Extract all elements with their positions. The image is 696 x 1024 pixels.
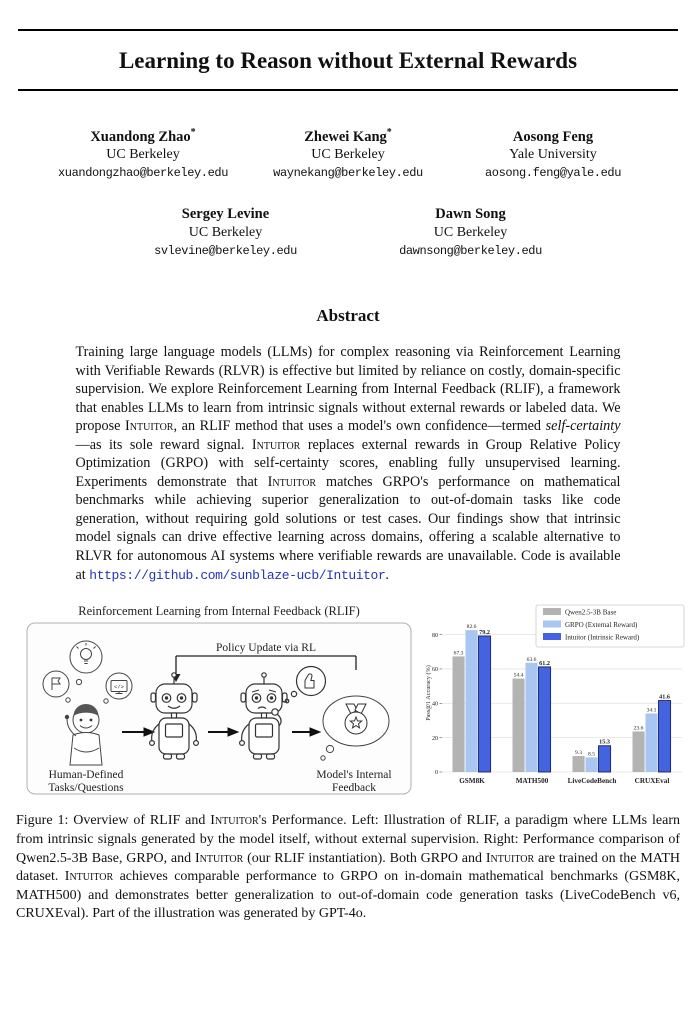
author-affiliation: UC Berkeley [188,225,263,241]
author-email: xuandongzhao@berkeley.edu [57,166,229,181]
legend-label: GRPO (External Reward) [565,621,638,630]
author-name [41,127,246,146]
text-segment: (our RLIF instantiation). Both GRPO and [243,850,486,866]
legend-swatch [543,608,561,615]
hand-on-chin [272,709,278,715]
legend-label: Qwen2.5-3B Base [565,608,617,617]
chart-bar [586,758,598,773]
bar-value-label: 8.5 [588,751,596,758]
author-name-text: Aosong Feng [512,128,594,145]
text-segment: achieves comparable performance to GRPO on in-domain mathematical benchmarks (GSM8K, MATH500) and demonstrates better generalization to out-of-domain code generation tasks (LiveCodeBench v6, CRUXEval). Part of the illustration was generated by GPT-4o. [16,869,681,922]
abstract-heading: Abstract [316,306,380,326]
pointing-hand [65,715,69,719]
author-email: svlevine@berkeley.edu [154,244,297,259]
author-card [123,204,328,258]
author-card [368,204,573,258]
author-email: aosong.feng@yale.edu [484,166,622,181]
author-name-text: Zhewei Kang [304,128,387,145]
text-segment: Training large language models (LLMs) for complex reasoning via Reinforcement Learning with Verifiable Rewards (RLVR) is effective but limited by reliance on costly, domain-specific supervision. We explore Reinforcement Learning from Internal Feedback (RLIF), a framework that enables LLMs to learn from intrinsic signals without external rewards or labeled data. We propose [75,344,621,435]
chart-bar [466,631,478,773]
text-segment: replaces external rewards in Group Relative Policy Optimization (GRPO) with self-certainty scores, enabling fully unsupervised learning. Experiments demonstrate that [75,436,621,490]
y-tick-label: 60 [432,667,438,674]
x-tick-label: MATH500 [515,777,549,786]
chart-bar [599,746,611,772]
rlif-diagram [24,602,414,802]
bar-value-label: 61.2 [539,660,550,668]
chart-bar [479,636,491,772]
x-tick-label: GSM8K [459,777,485,786]
code-repo-link[interactable]: https://github.com/sunblaze-ucb/Intuitor [89,567,386,583]
author-name [368,204,573,223]
text-segment: Intuitor [485,850,535,866]
legend-label: Intuitor (Intrinsic Reward) [565,633,640,642]
medal-icon [345,704,367,734]
bar-value-label: 15.3 [599,739,610,747]
code-icon-text: </> [114,683,124,691]
text-segment: Intuitor [267,473,317,490]
author-row-2 [0,204,696,258]
diagram-left-label: Tasks/Questions [48,782,124,795]
chart-bar [526,663,538,772]
author-affiliation: Yale University [509,147,597,163]
author-mark: * [190,126,196,138]
author-email: waynekang@berkeley.edu [273,166,423,181]
bar-value-label: 67.3 [453,650,464,657]
performance-bar-chart [424,602,688,802]
author-email: dawnsong@berkeley.edu [399,244,542,259]
bar-value-label: 9.3 [575,750,583,757]
chart-bar [453,657,465,773]
author-affiliation: UC Berkeley [106,147,180,163]
bar-value-label: 23.6 [633,725,644,732]
thought-bubble [70,641,102,673]
author-row-1 [0,127,696,181]
diagram-title: Reinforcement Learning from Internal Feedback (RLIF) [78,604,360,619]
text-segment: Intuitor [125,418,174,435]
author-name-text: Sergey Levine [181,206,270,223]
text-segment: are trained on the MATH dataset. [16,850,680,885]
title-rule-bottom [18,89,678,91]
y-tick-label: 20 [432,736,438,743]
bar-value-label: 54.4 [513,673,524,680]
bar-value-label: 82.6 [466,624,477,631]
text-segment: matches GRPO's performance on mathematical benchmarks while achieving superior generalization to out-of-domain tasks like code generation, without requiring gold solutions or test cases. Our findings show that intrinsic model signals can drive effective learning across domains, offering a scalable alternative to RLVR for autonomous AI systems where verifiable rewards are unavailable. Code is available at [75,473,621,583]
text-segment: , an RLIF method that uses a model's own confidence—termed [173,418,546,435]
chart-bar [659,701,671,772]
text-segment: 's Performance. Left: Illustration of RLIF, a paradigm where LLMs learn from intrinsic signals generated by the model itself, without external supervision. Right: Performance comparison of Qwen2.5-3B Base, GRPO, and [16,813,680,866]
text-segment: Intuitor [210,813,259,829]
diagram-right-label: Model's Internal [316,769,392,782]
title-rule-top [18,29,678,31]
text-segment: Figure 1: Overview of RLIF and [16,813,211,829]
author-name-text: Dawn Song [435,206,506,223]
legend-swatch [543,621,561,628]
author-card [451,127,656,181]
author-name [246,127,451,146]
y-tick-label: 40 [432,701,438,708]
chart-bar [573,757,585,773]
text-segment: Intuitor [251,436,301,453]
x-tick-label: CRUXEval [634,777,670,786]
text-segment: . [385,566,389,583]
diagram-left-label: Human-Defined [48,769,124,782]
text-segment: —as its sole reward signal. [75,436,252,453]
page-title: Learning to Reason without External Rewards [118,48,578,73]
author-affiliation: UC Berkeley [311,147,385,163]
author-mark: * [386,126,392,138]
abstract-text [76,343,621,584]
text-segment: self-certainty [545,418,621,435]
y-tick-label: 80 [432,633,438,640]
author-card [246,127,451,181]
chart-bar [646,714,658,773]
chart-bar [513,679,525,772]
chart-bar [539,667,551,772]
text-segment: Intuitor [64,869,114,885]
policy-update-label: Policy Update via RL [216,642,316,655]
y-tick-label: 0 [435,770,438,777]
bar-value-label: 41.6 [659,694,670,702]
bar-value-label: 63.6 [526,657,537,664]
author-name-text: Xuandong Zhao [90,128,191,145]
figure-1 [0,602,696,802]
figure-caption [16,812,680,923]
author-name [451,127,656,146]
author-card [41,127,246,181]
bar-value-label: 34.1 [646,707,657,714]
legend-swatch [543,633,561,640]
bar-value-label: 79.2 [479,629,490,637]
author-name [123,204,328,223]
text-segment: Intuitor [194,850,244,866]
author-affiliation: UC Berkeley [433,225,508,241]
x-tick-label: LiveCodeBench [567,777,617,786]
y-axis-label: Pass@1 Accuracy (%) [425,665,432,722]
chart-bar [633,732,645,773]
diagram-right-label: Feedback [331,782,377,795]
